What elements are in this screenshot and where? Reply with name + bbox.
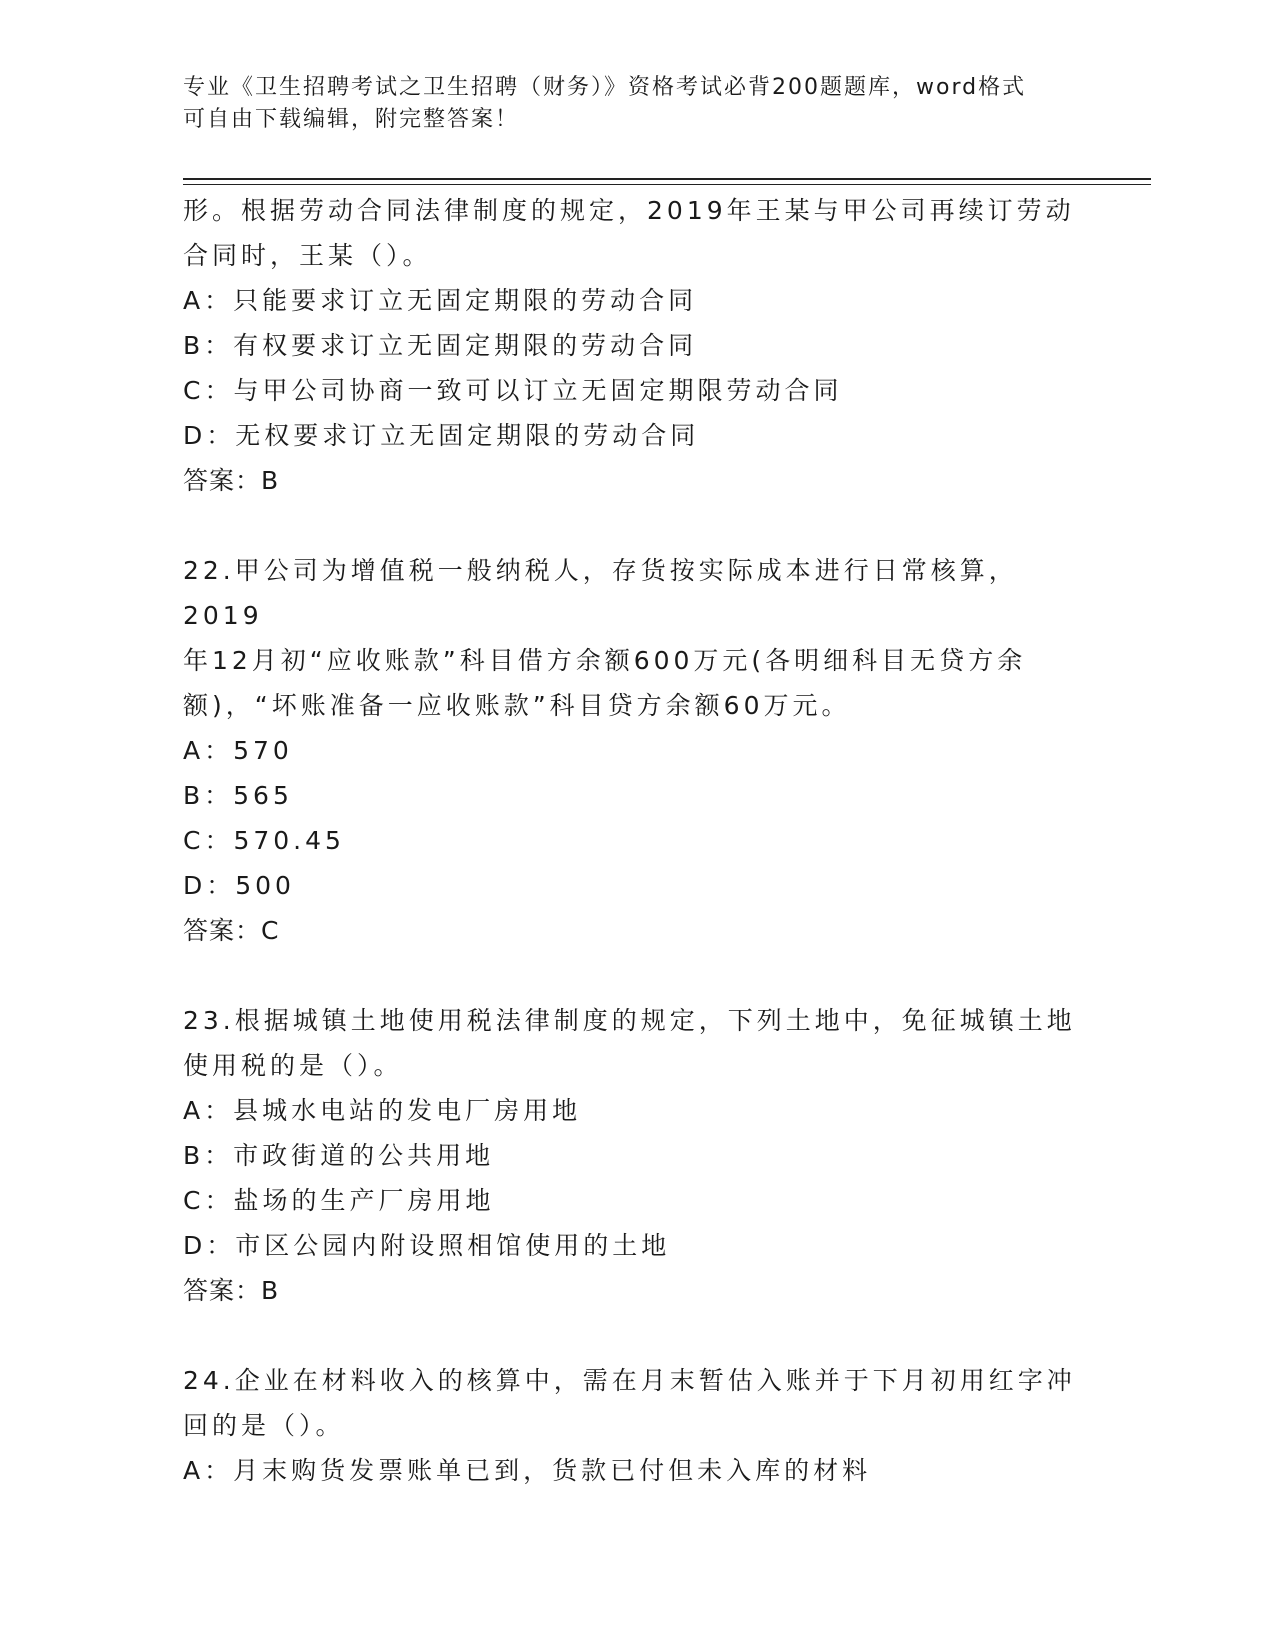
question-text-line: 24.企业在材料收入的核算中，需在月末暂估入账并于下月初用红字冲 [183, 1366, 1076, 1395]
answer-line: 答案：B [183, 466, 280, 495]
question-text-line: 23.根据城镇土地使用税法律制度的规定，下列土地中，免征城镇土地 [183, 1006, 1076, 1035]
option-b: B：市政街道的公共用地 [183, 1141, 495, 1170]
option-a: A：只能要求订立无固定期限的劳动合同 [183, 286, 698, 315]
question-content [183, 188, 1083, 1493]
option-c: C：与甲公司协商一致可以订立无固定期限劳动合同 [183, 376, 843, 405]
answer-line: 答案：C [183, 916, 280, 945]
header-divider-thin [183, 184, 1151, 185]
question-block [183, 998, 1083, 1313]
question-text-line: 形。根据劳动合同法律制度的规定，2019年王某与甲公司再续订劳动 [183, 196, 1075, 225]
question-block [183, 548, 1083, 953]
option-a: A：570 [183, 736, 293, 765]
question-block [183, 188, 1083, 503]
option-d: D：无权要求订立无固定期限的劳动合同 [183, 421, 700, 450]
option-c: C：570.45 [183, 826, 345, 855]
option-b: B：565 [183, 781, 293, 810]
question-text-line: 22.甲公司为增值税一般纳税人，存货按实际成本进行日常核算，2019 [183, 556, 1018, 630]
header-divider-thick [183, 178, 1151, 180]
option-a: A：县城水电站的发电厂房用地 [183, 1096, 582, 1125]
question-text-line: 合同时，王某（）。 [183, 241, 432, 270]
question-text-line: 使用税的是（）。 [183, 1051, 403, 1080]
page-header [183, 72, 1063, 136]
header-line-2: 可自由下载编辑，附完整答案！ [183, 107, 520, 132]
option-b: B：有权要求订立无固定期限的劳动合同 [183, 331, 698, 360]
option-a: A：月末购货发票账单已到，货款已付但未入库的材料 [183, 1456, 872, 1485]
question-text-line: 回的是（）。 [183, 1411, 345, 1440]
option-d: D：500 [183, 871, 295, 900]
header-line-1: 专业《卫生招聘考试之卫生招聘（财务）》资格考试必背200题题库，word格式 [183, 75, 1027, 100]
question-block [183, 1358, 1083, 1493]
option-d: D：市区公园内附设照相馆使用的土地 [183, 1231, 671, 1260]
question-text-line: 年12月初“应收账款”科目借方余额600万元(各明细科目无贷方余 [183, 646, 1027, 675]
option-c: C：盐场的生产厂房用地 [183, 1186, 495, 1215]
answer-line: 答案：B [183, 1276, 280, 1305]
question-text-line: 额)，“坏账准备一应收账款”科目贷方余额60万元。 [183, 691, 851, 720]
